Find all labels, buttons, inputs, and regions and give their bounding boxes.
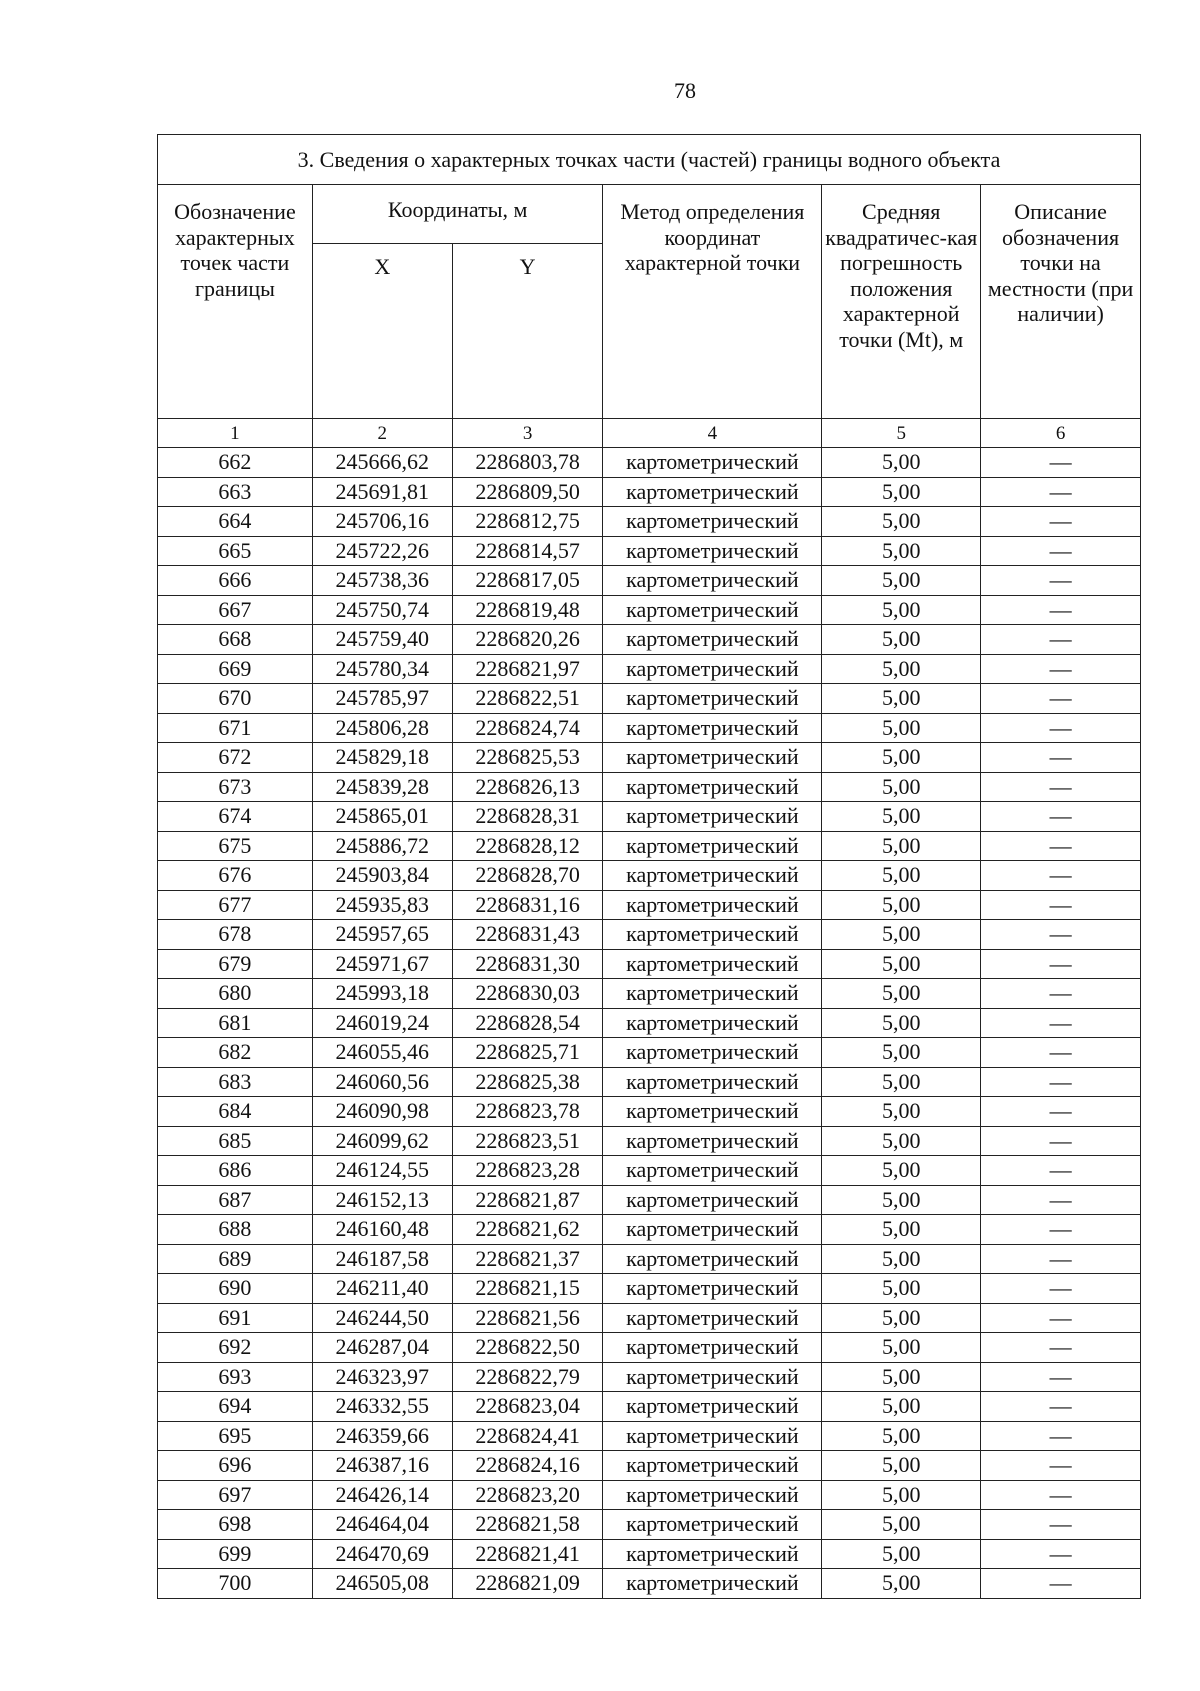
table-row <box>158 772 1141 802</box>
point-number-cell: 695 <box>158 1421 313 1451</box>
y-coordinate-cell: 2286803,78 <box>452 448 603 478</box>
point-number-cell: 668 <box>158 625 313 655</box>
table-row <box>158 1067 1141 1097</box>
point-number-cell: 679 <box>158 949 313 979</box>
table-row <box>158 1539 1141 1569</box>
x-coordinate-cell: 246211,40 <box>312 1274 452 1304</box>
y-coordinate-cell: 2286830,03 <box>452 979 603 1009</box>
y-coordinate-cell: 2286826,13 <box>452 772 603 802</box>
method-cell: картометрический <box>603 979 822 1009</box>
point-number-cell: 696 <box>158 1451 313 1481</box>
description-cell: — <box>981 1569 1141 1599</box>
table-row <box>158 507 1141 537</box>
point-number-cell: 674 <box>158 802 313 832</box>
method-cell: картометрический <box>603 684 822 714</box>
table-row <box>158 1274 1141 1304</box>
method-cell: картометрический <box>603 920 822 950</box>
point-number-cell: 689 <box>158 1244 313 1274</box>
description-cell: — <box>981 831 1141 861</box>
error-cell: 5,00 <box>822 1156 981 1186</box>
point-number-cell: 663 <box>158 477 313 507</box>
y-coordinate-cell: 2286817,05 <box>452 566 603 596</box>
description-cell: — <box>981 1215 1141 1245</box>
description-cell: — <box>981 1539 1141 1569</box>
point-number-cell: 673 <box>158 772 313 802</box>
description-cell: — <box>981 1421 1141 1451</box>
x-coordinate-cell: 245759,40 <box>312 625 452 655</box>
error-cell: 5,00 <box>822 1510 981 1540</box>
error-cell: 5,00 <box>822 654 981 684</box>
error-cell: 5,00 <box>822 802 981 832</box>
description-cell: — <box>981 566 1141 596</box>
method-cell: картометрический <box>603 713 822 743</box>
y-coordinate-cell: 2286828,31 <box>452 802 603 832</box>
y-coordinate-cell: 2286831,43 <box>452 920 603 950</box>
error-cell: 5,00 <box>822 1392 981 1422</box>
method-cell: картометрический <box>603 477 822 507</box>
point-number-cell: 694 <box>158 1392 313 1422</box>
table-title: 3. Сведения о характерных точках части (частей) границы водного объекта <box>158 135 1141 185</box>
description-cell: — <box>981 1510 1141 1540</box>
description-cell: — <box>981 684 1141 714</box>
error-cell: 5,00 <box>822 1038 981 1068</box>
boundary-points-table <box>157 134 1141 1599</box>
y-coordinate-cell: 2286825,53 <box>452 743 603 773</box>
x-coordinate-cell: 245706,16 <box>312 507 452 537</box>
table-row <box>158 1392 1141 1422</box>
method-cell: картометрический <box>603 1126 822 1156</box>
x-coordinate-cell: 245780,34 <box>312 654 452 684</box>
error-cell: 5,00 <box>822 684 981 714</box>
y-coordinate-cell: 2286828,12 <box>452 831 603 861</box>
y-coordinate-cell: 2286825,38 <box>452 1067 603 1097</box>
y-coordinate-cell: 2286821,09 <box>452 1569 603 1599</box>
point-number-cell: 681 <box>158 1008 313 1038</box>
x-coordinate-cell: 246060,56 <box>312 1067 452 1097</box>
description-cell: — <box>981 1392 1141 1422</box>
error-cell: 5,00 <box>822 1185 981 1215</box>
error-cell: 5,00 <box>822 1244 981 1274</box>
description-cell: — <box>981 595 1141 625</box>
error-cell: 5,00 <box>822 477 981 507</box>
error-cell: 5,00 <box>822 920 981 950</box>
method-cell: картометрический <box>603 1274 822 1304</box>
y-coordinate-cell: 2286809,50 <box>452 477 603 507</box>
description-cell: — <box>981 861 1141 891</box>
description-cell: — <box>981 1362 1141 1392</box>
table-row <box>158 536 1141 566</box>
method-cell: картометрический <box>603 654 822 684</box>
header-description: Описание обозначения точки на местности (при наличии) <box>981 185 1141 419</box>
x-coordinate-cell: 245957,65 <box>312 920 452 950</box>
method-cell: картометрический <box>603 1569 822 1599</box>
error-cell: 5,00 <box>822 949 981 979</box>
error-cell: 5,00 <box>822 1421 981 1451</box>
y-coordinate-cell: 2286821,97 <box>452 654 603 684</box>
column-numbers-row <box>158 419 1141 448</box>
error-cell: 5,00 <box>822 536 981 566</box>
y-coordinate-cell: 2286822,79 <box>452 1362 603 1392</box>
error-cell: 5,00 <box>822 1274 981 1304</box>
table-row <box>158 1480 1141 1510</box>
description-cell: — <box>981 448 1141 478</box>
point-number-cell: 691 <box>158 1303 313 1333</box>
y-coordinate-cell: 2286823,78 <box>452 1097 603 1127</box>
error-cell: 5,00 <box>822 890 981 920</box>
method-cell: картометрический <box>603 1392 822 1422</box>
method-cell: картометрический <box>603 566 822 596</box>
x-coordinate-cell: 246019,24 <box>312 1008 452 1038</box>
page-number-text: 78 <box>674 78 696 103</box>
point-number-cell: 684 <box>158 1097 313 1127</box>
table-row <box>158 890 1141 920</box>
table-row <box>158 1185 1141 1215</box>
description-cell: — <box>981 1451 1141 1481</box>
table-row <box>158 1421 1141 1451</box>
y-coordinate-cell: 2286825,71 <box>452 1038 603 1068</box>
method-cell: картометрический <box>603 536 822 566</box>
method-cell: картометрический <box>603 890 822 920</box>
y-coordinate-cell: 2286823,51 <box>452 1126 603 1156</box>
x-coordinate-cell: 245886,72 <box>312 831 452 861</box>
error-cell: 5,00 <box>822 861 981 891</box>
point-number-cell: 675 <box>158 831 313 861</box>
description-cell: — <box>981 1333 1141 1363</box>
point-number-cell: 690 <box>158 1274 313 1304</box>
description-cell: — <box>981 477 1141 507</box>
error-cell: 5,00 <box>822 1539 981 1569</box>
table-row <box>158 566 1141 596</box>
x-coordinate-cell: 246464,04 <box>312 1510 452 1540</box>
point-number-cell: 670 <box>158 684 313 714</box>
page-number <box>0 78 1200 104</box>
y-coordinate-cell: 2286828,54 <box>452 1008 603 1038</box>
table-row <box>158 1156 1141 1186</box>
method-cell: картометрический <box>603 1510 822 1540</box>
description-cell: — <box>981 949 1141 979</box>
y-coordinate-cell: 2286822,50 <box>452 1333 603 1363</box>
point-number-cell: 665 <box>158 536 313 566</box>
description-cell: — <box>981 1038 1141 1068</box>
x-coordinate-cell: 246055,46 <box>312 1038 452 1068</box>
method-cell: картометрический <box>603 772 822 802</box>
description-cell: — <box>981 1097 1141 1127</box>
error-cell: 5,00 <box>822 1480 981 1510</box>
table-row <box>158 920 1141 950</box>
x-coordinate-cell: 246287,04 <box>312 1333 452 1363</box>
error-cell: 5,00 <box>822 1451 981 1481</box>
method-cell: картометрический <box>603 743 822 773</box>
y-coordinate-cell: 2286824,16 <box>452 1451 603 1481</box>
x-coordinate-cell: 246152,13 <box>312 1185 452 1215</box>
point-number-cell: 686 <box>158 1156 313 1186</box>
y-coordinate-cell: 2286821,56 <box>452 1303 603 1333</box>
error-cell: 5,00 <box>822 1097 981 1127</box>
method-cell: картометрический <box>603 1451 822 1481</box>
description-cell: — <box>981 507 1141 537</box>
table-row <box>158 1126 1141 1156</box>
y-coordinate-cell: 2286823,04 <box>452 1392 603 1422</box>
point-number-cell: 697 <box>158 1480 313 1510</box>
point-number-cell: 666 <box>158 566 313 596</box>
table-row <box>158 1333 1141 1363</box>
y-coordinate-cell: 2286821,87 <box>452 1185 603 1215</box>
method-cell: картометрический <box>603 595 822 625</box>
description-cell: — <box>981 890 1141 920</box>
x-coordinate-cell: 245691,81 <box>312 477 452 507</box>
table-row <box>158 595 1141 625</box>
description-cell: — <box>981 1126 1141 1156</box>
x-coordinate-cell: 246359,66 <box>312 1421 452 1451</box>
y-coordinate-cell: 2286821,62 <box>452 1215 603 1245</box>
error-cell: 5,00 <box>822 507 981 537</box>
table-row <box>158 1038 1141 1068</box>
point-number-cell: 680 <box>158 979 313 1009</box>
point-number-cell: 685 <box>158 1126 313 1156</box>
error-cell: 5,00 <box>822 713 981 743</box>
x-coordinate-cell: 245993,18 <box>312 979 452 1009</box>
y-coordinate-cell: 2286821,58 <box>452 1510 603 1540</box>
x-coordinate-cell: 246470,69 <box>312 1539 452 1569</box>
error-cell: 5,00 <box>822 979 981 1009</box>
description-cell: — <box>981 1067 1141 1097</box>
method-cell: картометрический <box>603 1038 822 1068</box>
point-number-cell: 698 <box>158 1510 313 1540</box>
y-coordinate-cell: 2286824,41 <box>452 1421 603 1451</box>
point-number-cell: 669 <box>158 654 313 684</box>
error-cell: 5,00 <box>822 743 981 773</box>
x-coordinate-cell: 245666,62 <box>312 448 452 478</box>
error-cell: 5,00 <box>822 1215 981 1245</box>
y-coordinate-cell: 2286812,75 <box>452 507 603 537</box>
error-cell: 5,00 <box>822 1362 981 1392</box>
description-cell: — <box>981 743 1141 773</box>
table-row <box>158 654 1141 684</box>
column-number: 3 <box>452 419 603 448</box>
table-row <box>158 1510 1141 1540</box>
point-number-cell: 692 <box>158 1333 313 1363</box>
point-number-cell: 677 <box>158 890 313 920</box>
description-cell: — <box>981 772 1141 802</box>
method-cell: картометрический <box>603 1097 822 1127</box>
table-row <box>158 1362 1141 1392</box>
method-cell: картометрический <box>603 507 822 537</box>
description-cell: — <box>981 1185 1141 1215</box>
description-cell: — <box>981 536 1141 566</box>
point-number-cell: 687 <box>158 1185 313 1215</box>
method-cell: картометрический <box>603 1333 822 1363</box>
point-number-cell: 683 <box>158 1067 313 1097</box>
method-cell: картометрический <box>603 1185 822 1215</box>
table-row <box>158 979 1141 1009</box>
y-coordinate-cell: 2286819,48 <box>452 595 603 625</box>
description-cell: — <box>981 1480 1141 1510</box>
point-number-cell: 676 <box>158 861 313 891</box>
x-coordinate-cell: 245785,97 <box>312 684 452 714</box>
error-cell: 5,00 <box>822 566 981 596</box>
x-coordinate-cell: 245903,84 <box>312 861 452 891</box>
x-coordinate-cell: 246187,58 <box>312 1244 452 1274</box>
x-coordinate-cell: 246244,50 <box>312 1303 452 1333</box>
error-cell: 5,00 <box>822 1333 981 1363</box>
method-cell: картометрический <box>603 448 822 478</box>
method-cell: картометрический <box>603 1539 822 1569</box>
table-row <box>158 477 1141 507</box>
header-x: X <box>312 244 452 419</box>
method-cell: картометрический <box>603 1421 822 1451</box>
description-cell: — <box>981 713 1141 743</box>
table-row <box>158 831 1141 861</box>
y-coordinate-cell: 2286831,30 <box>452 949 603 979</box>
x-coordinate-cell: 245750,74 <box>312 595 452 625</box>
method-cell: картометрический <box>603 1362 822 1392</box>
method-cell: картометрический <box>603 861 822 891</box>
table-row <box>158 1569 1141 1599</box>
x-coordinate-cell: 246426,14 <box>312 1480 452 1510</box>
x-coordinate-cell: 246505,08 <box>312 1569 452 1599</box>
y-coordinate-cell: 2286824,74 <box>452 713 603 743</box>
header-y: Y <box>452 244 603 419</box>
x-coordinate-cell: 245738,36 <box>312 566 452 596</box>
method-cell: картометрический <box>603 625 822 655</box>
x-coordinate-cell: 246332,55 <box>312 1392 452 1422</box>
description-cell: — <box>981 802 1141 832</box>
error-cell: 5,00 <box>822 625 981 655</box>
header-designation: Обозначение характерных точек части границы <box>158 185 313 419</box>
error-cell: 5,00 <box>822 1067 981 1097</box>
x-coordinate-cell: 246099,62 <box>312 1126 452 1156</box>
table-row <box>158 1303 1141 1333</box>
error-cell: 5,00 <box>822 1126 981 1156</box>
table-row <box>158 949 1141 979</box>
error-cell: 5,00 <box>822 831 981 861</box>
y-coordinate-cell: 2286820,26 <box>452 625 603 655</box>
error-cell: 5,00 <box>822 448 981 478</box>
method-cell: картометрический <box>603 802 822 832</box>
y-coordinate-cell: 2286821,15 <box>452 1274 603 1304</box>
x-coordinate-cell: 245839,28 <box>312 772 452 802</box>
table-row <box>158 802 1141 832</box>
column-number: 6 <box>981 419 1141 448</box>
x-coordinate-cell: 245935,83 <box>312 890 452 920</box>
method-cell: картометрический <box>603 1156 822 1186</box>
x-coordinate-cell: 246387,16 <box>312 1451 452 1481</box>
y-coordinate-cell: 2286814,57 <box>452 536 603 566</box>
table-row <box>158 1008 1141 1038</box>
point-number-cell: 662 <box>158 448 313 478</box>
point-number-cell: 672 <box>158 743 313 773</box>
table-row <box>158 1215 1141 1245</box>
y-coordinate-cell: 2286823,20 <box>452 1480 603 1510</box>
description-cell: — <box>981 1303 1141 1333</box>
column-number: 1 <box>158 419 313 448</box>
method-cell: картометрический <box>603 1303 822 1333</box>
column-number: 5 <box>822 419 981 448</box>
description-cell: — <box>981 1008 1141 1038</box>
y-coordinate-cell: 2286822,51 <box>452 684 603 714</box>
y-coordinate-cell: 2286823,28 <box>452 1156 603 1186</box>
table-row <box>158 684 1141 714</box>
description-cell: — <box>981 625 1141 655</box>
point-number-cell: 678 <box>158 920 313 950</box>
description-cell: — <box>981 979 1141 1009</box>
point-number-cell: 688 <box>158 1215 313 1245</box>
x-coordinate-cell: 245722,26 <box>312 536 452 566</box>
x-coordinate-cell: 246160,48 <box>312 1215 452 1245</box>
error-cell: 5,00 <box>822 1008 981 1038</box>
point-number-cell: 693 <box>158 1362 313 1392</box>
header-method: Метод определения координат характерной точки <box>603 185 822 419</box>
method-cell: картометрический <box>603 1215 822 1245</box>
point-number-cell: 699 <box>158 1539 313 1569</box>
table-row <box>158 1244 1141 1274</box>
description-cell: — <box>981 1156 1141 1186</box>
method-cell: картометрический <box>603 1067 822 1097</box>
table-row <box>158 1097 1141 1127</box>
error-cell: 5,00 <box>822 1303 981 1333</box>
table-row <box>158 713 1141 743</box>
x-coordinate-cell: 246124,55 <box>312 1156 452 1186</box>
method-cell: картометрический <box>603 949 822 979</box>
table-row <box>158 625 1141 655</box>
column-number: 2 <box>312 419 452 448</box>
method-cell: картометрический <box>603 1244 822 1274</box>
x-coordinate-cell: 246090,98 <box>312 1097 452 1127</box>
point-number-cell: 667 <box>158 595 313 625</box>
point-number-cell: 664 <box>158 507 313 537</box>
column-number: 4 <box>603 419 822 448</box>
x-coordinate-cell: 246323,97 <box>312 1362 452 1392</box>
description-cell: — <box>981 1244 1141 1274</box>
method-cell: картометрический <box>603 831 822 861</box>
point-number-cell: 671 <box>158 713 313 743</box>
header-coordinates: Координаты, м <box>312 185 603 244</box>
method-cell: картометрический <box>603 1008 822 1038</box>
table-row <box>158 743 1141 773</box>
x-coordinate-cell: 245806,28 <box>312 713 452 743</box>
error-cell: 5,00 <box>822 1569 981 1599</box>
error-cell: 5,00 <box>822 595 981 625</box>
y-coordinate-cell: 2286821,37 <box>452 1244 603 1274</box>
x-coordinate-cell: 245865,01 <box>312 802 452 832</box>
description-cell: — <box>981 1274 1141 1304</box>
table-row <box>158 448 1141 478</box>
table-row <box>158 861 1141 891</box>
description-cell: — <box>981 654 1141 684</box>
table-row <box>158 1451 1141 1481</box>
description-cell: — <box>981 920 1141 950</box>
point-number-cell: 682 <box>158 1038 313 1068</box>
header-error: Средняя квадратичес-кая погрешность положения характерной точки (Mt), м <box>822 185 981 419</box>
y-coordinate-cell: 2286831,16 <box>452 890 603 920</box>
table-body <box>158 448 1141 1599</box>
method-cell: картометрический <box>603 1480 822 1510</box>
x-coordinate-cell: 245971,67 <box>312 949 452 979</box>
x-coordinate-cell: 245829,18 <box>312 743 452 773</box>
error-cell: 5,00 <box>822 772 981 802</box>
y-coordinate-cell: 2286828,70 <box>452 861 603 891</box>
y-coordinate-cell: 2286821,41 <box>452 1539 603 1569</box>
point-number-cell: 700 <box>158 1569 313 1599</box>
